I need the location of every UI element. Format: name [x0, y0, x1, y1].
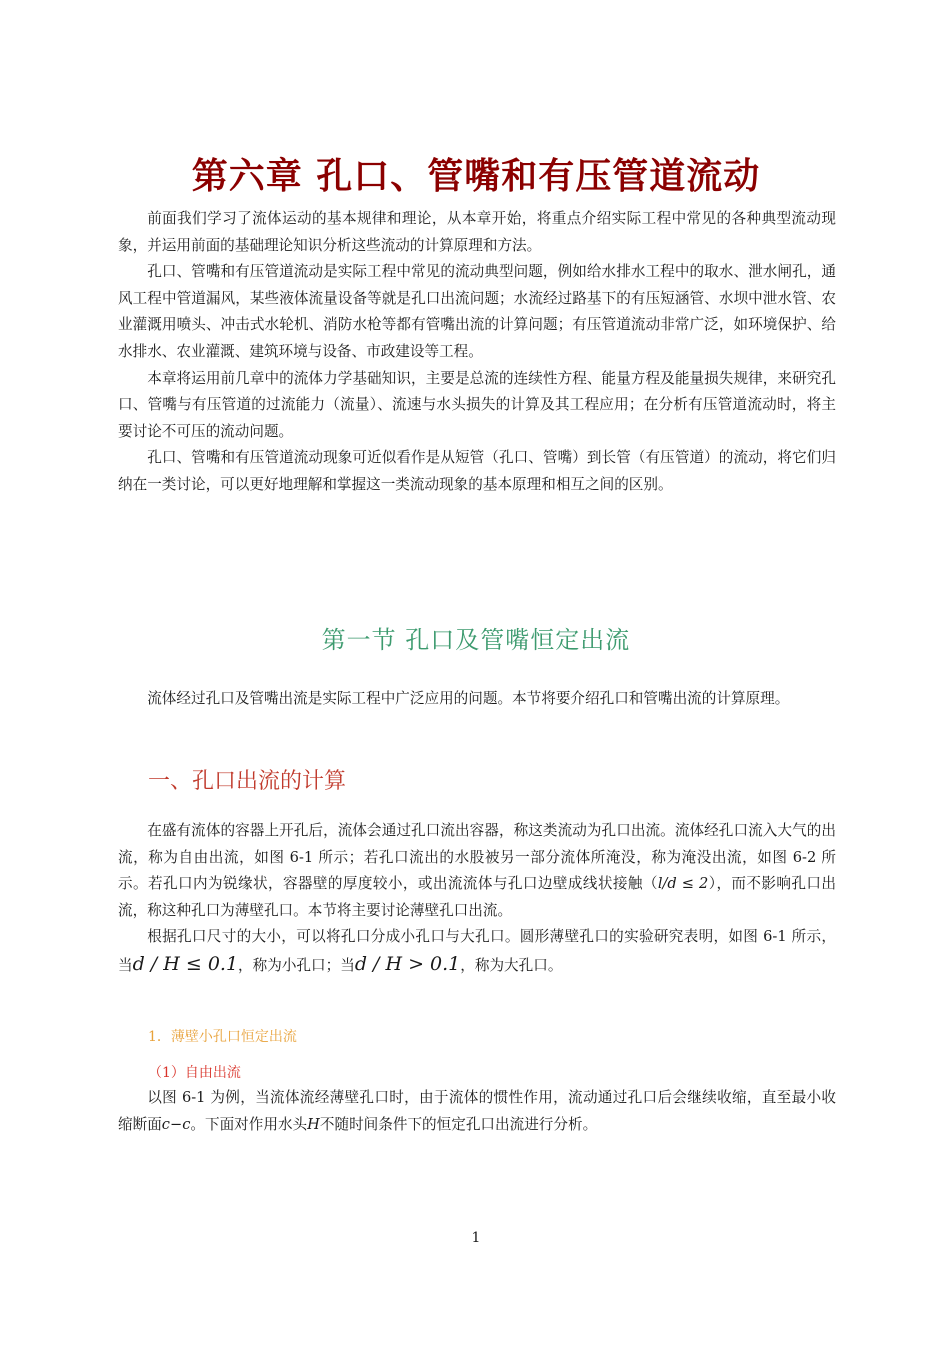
- section-title: 第一节 孔口及管嘴恒定出流: [321, 626, 631, 654]
- text-run: ），而不影响孔口出流，称这种孔口为薄壁孔口。本节将主要讨论薄壁孔口出流。: [118, 875, 836, 919]
- orifice-paragraph-2: [118, 924, 836, 979]
- section-intro-block: [118, 686, 836, 713]
- free-flow-paragraph: [118, 1085, 836, 1138]
- orifice-paragraph-1: [118, 818, 836, 924]
- math-head-h: H: [307, 1115, 320, 1133]
- orifice-text: [118, 818, 836, 980]
- math-l-over-d: l/d ≤ 2: [657, 875, 709, 893]
- text-run: ，称为大孔口。: [460, 956, 563, 974]
- page-number: 1: [471, 1230, 481, 1246]
- heading-thin-wall-orifice: 1．薄壁小孔口恒定出流: [148, 1029, 297, 1045]
- text-run: ，称为小孔口；当: [238, 956, 355, 974]
- intro-paragraph-1: 前面我们学习了流体运动的基本规律和理论，从本章开始，将重点介绍实际工程中常见的各种典型流动现象，并运用前面的基础理论知识分析这些流动的计算原理和方法。: [118, 210, 836, 254]
- intro-text: [118, 206, 836, 499]
- chapter-title: 第六章 孔口、管嘴和有压管道流动: [191, 155, 761, 197]
- math-small-orifice: d / H ≤ 0.1: [132, 952, 239, 975]
- text-run: 在盛有流体的容器上开孔后，流体会通过孔口流出容器，称这类流动为孔口出流。流体经孔口流入大气的出流，称为自由出流，如图 6-1 所示；若孔口流出的水股被另一部分流体所淹没，称为淹没出流，如图 6-2 所示。若孔口内为锐缘状，容器壁的厚度较小，或出流流体与孔口边壁成线状接触（: [118, 822, 836, 893]
- intro-paragraph-3: 本章将运用前几章中的流体力学基础知识，主要是总流的连续性方程、能量方程及能量损失规律，来研究孔口、管嘴与有压管道的过流能力（流量）、流速与水头损失的计算及其工程应用；在分析有压管道流动时，将主要讨论不可压的流动问题。: [118, 369, 836, 440]
- section-intro: 流体经过孔口及管嘴出流是实际工程中广泛应用的问题。本节将要介绍孔口和管嘴出流的计算原理。: [147, 690, 790, 707]
- text-run: 根据孔口尺寸的大小，可以将孔口分成小孔口与大孔口。圆形薄壁孔口的实验研究表明，如图 6-1 所示，当: [118, 928, 836, 974]
- text-run: 以图 6-1 为例，当流体流经薄壁孔口时，由于流体的惯性作用，流动通过孔口后会继续收缩，直至最小收缩断面: [118, 1089, 836, 1133]
- text-run: 。下面对作用水头: [190, 1115, 308, 1133]
- heading-free-flow: （1）自由出流: [148, 1065, 241, 1081]
- heading-orifice-calculation: 一、孔口出流的计算: [148, 769, 347, 794]
- free-flow-text: [118, 1085, 836, 1138]
- math-section-c: c−c: [161, 1115, 191, 1133]
- intro-paragraph-4: 孔口、管嘴和有压管道流动现象可近似看作是从短管（孔口、管嘴）到长管（有压管道）的流动，将它们归纳在一类讨论，可以更好地理解和掌握这一类流动现象的基本原理和相互之间的区别。: [118, 449, 836, 493]
- intro-paragraph-2: 孔口、管嘴和有压管道流动是实际工程中常见的流动典型问题，例如给水排水工程中的取水、泄水闸孔，通风工程中管道漏风，某些液体流量设备等就是孔口出流问题；水流经过路基下的有压短涵管、水坝中泄水管、农业灌溉用喷头、冲击式水轮机、消防水枪等都有管嘴出流的计算问题；有压管道流动非常广泛，如环境保护、给水排水、农业灌溉、建筑环境与设备、市政建设等工程。: [118, 263, 836, 360]
- math-large-orifice: d / H > 0.1: [354, 952, 461, 975]
- text-run: 不随时间条件下的恒定孔口出流进行分析。: [319, 1115, 598, 1133]
